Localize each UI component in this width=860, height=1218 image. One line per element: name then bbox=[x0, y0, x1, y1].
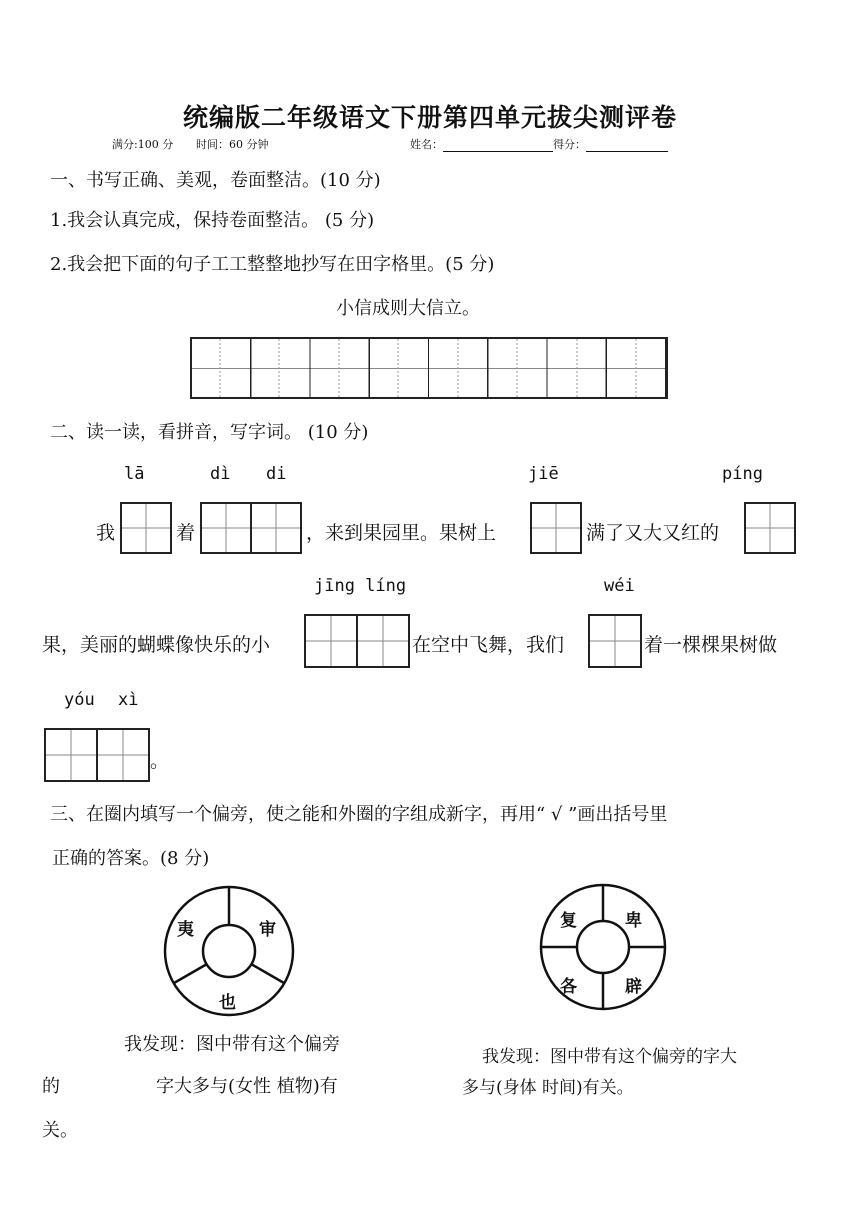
answer-box-wei[interactable] bbox=[588, 614, 642, 668]
answer-box-di1[interactable] bbox=[200, 502, 252, 554]
wheel-left-char-3: 也 bbox=[219, 993, 236, 1013]
answer-box-xi[interactable] bbox=[96, 728, 150, 782]
page-title: 统编版二年级语文下册第四单元拔尖测评卷 bbox=[182, 103, 677, 132]
text-full: 满了又大又红的 bbox=[586, 522, 720, 544]
pinyin-xi: xì bbox=[118, 690, 139, 710]
finding-right-line2: 多与(身体 时间)有关。 bbox=[462, 1078, 634, 1098]
answer-box-la[interactable] bbox=[120, 502, 172, 554]
wheel-left-char-2: 审 bbox=[259, 920, 276, 940]
finding-left-line1: 我发现：图中带有这个偏旁 bbox=[124, 1034, 340, 1055]
answer-box-di2[interactable] bbox=[250, 502, 302, 554]
answer-box-ping[interactable] bbox=[744, 502, 796, 554]
finding-left-line2a: 的 bbox=[42, 1076, 60, 1097]
text-wo: 我 bbox=[96, 522, 116, 544]
text-period: 。 bbox=[150, 750, 170, 772]
wheel-right-char-1: 复 bbox=[560, 911, 577, 931]
wheel-right-char-2: 卑 bbox=[625, 911, 642, 931]
text-zhe: 着 bbox=[176, 522, 196, 544]
name-field[interactable] bbox=[410, 136, 668, 152]
pinyin-jingling: jīng líng bbox=[314, 576, 407, 596]
score-blank[interactable] bbox=[586, 139, 668, 152]
text-fly: 在空中飞舞，我们 bbox=[412, 634, 565, 656]
tianzige-dashes bbox=[190, 337, 668, 399]
full-marks: 满分:100 分 bbox=[112, 138, 174, 151]
section1-q1: 1.我会认真完成，保持卷面整洁。 (5 分) bbox=[50, 210, 375, 231]
text-come-orchard: ，来到果园里。果树上 bbox=[306, 522, 497, 544]
finding-left-line3: 关。 bbox=[42, 1120, 78, 1141]
section1-heading: 一、书写正确、美观，卷面整洁。(10 分) bbox=[50, 170, 381, 191]
section2-heading: 二、读一读，看拼音，写字词。 (10 分) bbox=[50, 422, 369, 443]
pinyin-di1: dì bbox=[210, 464, 231, 484]
pinyin-ping: píng bbox=[722, 464, 763, 484]
name-blank[interactable] bbox=[443, 139, 553, 152]
pinyin-wei: wéi bbox=[604, 576, 635, 596]
radical-input-left[interactable] bbox=[203, 926, 255, 978]
text-around-tree: 着一棵棵果树做 bbox=[644, 634, 778, 656]
radical-input-right[interactable] bbox=[577, 921, 629, 973]
wheel-left-char-1: 夷 bbox=[177, 920, 194, 940]
score-label: 得分： bbox=[553, 138, 586, 151]
pinyin-di2: di bbox=[266, 464, 287, 484]
exam-time: 时间：60 分钟 bbox=[196, 138, 269, 151]
wheel-right-char-4: 辟 bbox=[625, 977, 642, 997]
text-butterfly: 果，美丽的蝴蝶像快乐的小 bbox=[42, 634, 271, 656]
finding-right-line1: 我发现：图中带有这个偏旁的字大 bbox=[482, 1047, 737, 1067]
wheel-right-char-3: 各 bbox=[560, 977, 577, 997]
pinyin-jie: jiē bbox=[528, 464, 559, 484]
section3-heading-1: 三、在圈内填写一个偏旁，使之能和外圈的字组成新字，再用“ √ ”画出括号里 bbox=[50, 804, 668, 825]
finding-left-line2b: 字大多与(女性 植物)有 bbox=[156, 1076, 338, 1097]
answer-box-ling[interactable] bbox=[356, 614, 410, 668]
section1-q2: 2.我会把下面的句子工工整整地抄写在田字格里。(5 分) bbox=[50, 254, 495, 275]
answer-box-you[interactable] bbox=[44, 728, 98, 782]
name-label: 姓名： bbox=[410, 138, 443, 151]
section3-heading-2: 正确的答案。(8 分) bbox=[52, 848, 210, 869]
pinyin-you: yóu bbox=[64, 690, 95, 710]
pinyin-la: lā bbox=[124, 464, 145, 484]
finding-left-blank[interactable] bbox=[66, 1076, 150, 1102]
copy-sentence: 小信成则大信立。 bbox=[336, 298, 480, 319]
answer-box-jing[interactable] bbox=[304, 614, 358, 668]
answer-box-jie[interactable] bbox=[530, 502, 582, 554]
